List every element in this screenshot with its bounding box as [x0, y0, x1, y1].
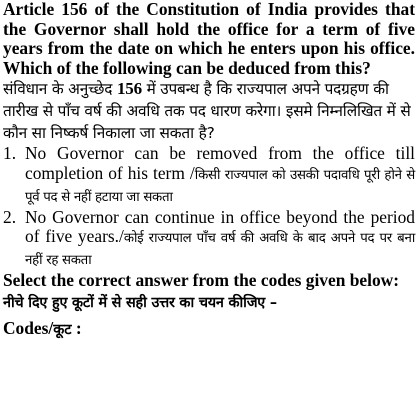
statement-2 [3, 208, 415, 272]
question-english: Article 156 of the Constitution of India provides that the Governor shall hold the office for a term of five years from the date on which he enters upon his office. Which of the following can be deduced from this? [3, 0, 415, 78]
statement-1-body [25, 144, 415, 208]
codes-label-english: Codes/ [3, 317, 54, 338]
statement-2-english: No Governor can continue in office beyond the period of five years./ [25, 206, 415, 246]
statement-1 [3, 144, 415, 208]
statement-1-text [25, 144, 415, 208]
instruction-english: Select the correct answer from the codes given below: [3, 270, 400, 290]
statement-2-body [25, 208, 415, 272]
statement-1-english: No Governor can be removed from the office till completion of his term / [25, 143, 415, 183]
codes-colon: : [71, 317, 82, 338]
question-hindi [3, 78, 415, 144]
question-hindi-part-2: में उपबन्ध है कि राज्यपाल अपने पदग्रहण की तारीख से पाँच वर्ष की अवधि तक पद धारण करेगा। इसमे निम्नलिखित में से कौन सा निष्कर्ष निकाला जा सकता है? [3, 80, 411, 142]
statement-1-hindi: किसी राज्यपाल को उसकी पदावधि पूरी होने से पूर्व पद से नहीं हटाया जा सकता [25, 167, 415, 205]
statement-1-number: 1. [3, 143, 17, 163]
question-document [3, 0, 415, 343]
statement-2-hindi: कोई राज्यपाल पाँच वर्ष की अवधि के बाद अपने पद पर बना नहीं रह सकता [25, 231, 415, 268]
codes-label [3, 315, 415, 343]
statement-2-number: 2. [3, 206, 17, 227]
statement-2-text [25, 208, 415, 272]
question-hindi-part-1: संविधान के अनुच्छेद [3, 80, 117, 98]
article-number: 156 [116, 79, 142, 98]
instruction-hindi: नीचे दिए हुए कूटों में से सही उत्तर का चयन कीजिए – [3, 294, 277, 311]
codes-label-hindi: कूट [53, 321, 72, 338]
